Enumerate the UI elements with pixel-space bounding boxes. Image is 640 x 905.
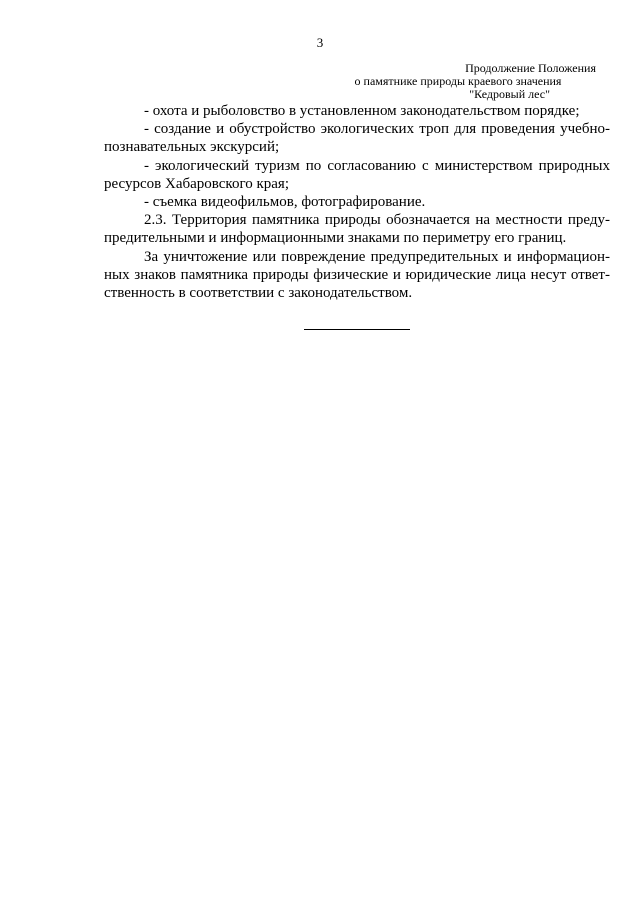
header-line-continuation: Продолжение Положения	[465, 61, 596, 75]
section-2-3-paragraph: 2.3. Территория памятника природы обозначается на местности преду-предительными и информационными знаками по периметру его границ.	[104, 212, 610, 247]
list-item-filming: - съемка видеофильмов, фотографирование.	[144, 194, 426, 211]
document-body	[104, 102, 610, 302]
header-line-regulation: о памятнике природы краевого значения	[354, 74, 562, 88]
end-of-document-rule	[304, 329, 410, 330]
header-line-name: "Кедровый лес"	[469, 87, 550, 101]
list-item-eco-tourism: - экологический туризм по согласованию с министерством природных ресурсов Хабаровского края;	[104, 157, 610, 192]
liability-paragraph: За уничтожение или повреждение предупредительных и информацион-ных знаков памятника природы физические и юридические лица несут ответ-ственность в соответствии с законодательством.	[104, 248, 610, 302]
list-item-hunting: - охота и рыболовство в установленном законодательством порядке;	[144, 103, 580, 119]
document-header	[308, 62, 608, 101]
page-number: 3	[316, 35, 324, 50]
list-item-eco-trails: - создание и обустройство экологических троп для проведения учебно-познавательных экскурсий;	[104, 121, 610, 156]
